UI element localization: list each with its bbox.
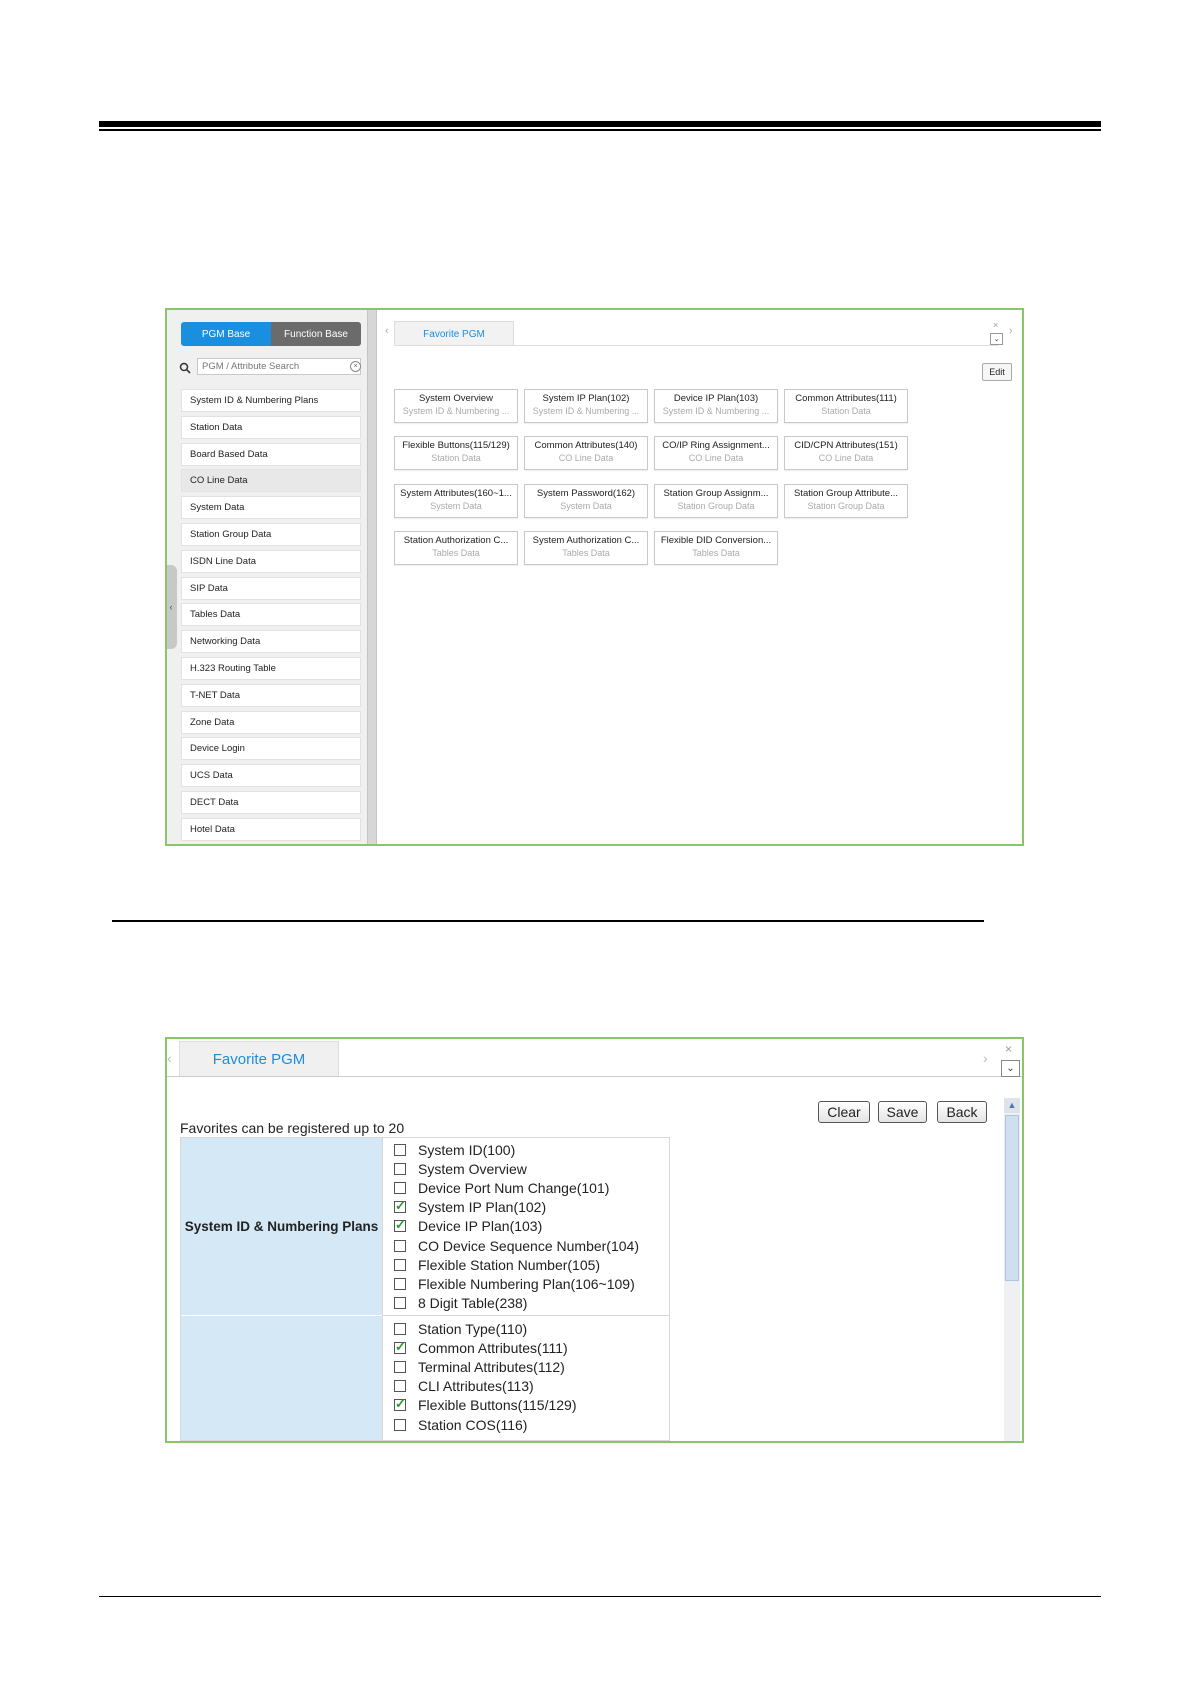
favorite-card[interactable] xyxy=(784,484,908,518)
pgm-checkbox-item[interactable] xyxy=(394,1217,639,1236)
save-button[interactable]: Save xyxy=(878,1101,927,1123)
card-category: Tables Data xyxy=(692,548,740,558)
card-title: System IP Plan(102) xyxy=(542,393,630,404)
card-title: Station Group Attribute... xyxy=(793,488,899,499)
tab-scroll-left-icon[interactable]: ‹ xyxy=(167,1050,172,1066)
card-category: System ID & Numbering ... xyxy=(662,406,770,416)
card-category: Station Data xyxy=(821,406,871,416)
column-divider xyxy=(382,1138,383,1441)
menu-item[interactable]: Hotel Data xyxy=(181,818,361,841)
scroll-up-icon[interactable]: ▲ xyxy=(1004,1098,1020,1113)
favorite-card[interactable] xyxy=(654,531,778,565)
card-category: Station Group Data xyxy=(807,501,885,511)
pgm-checklist xyxy=(394,1319,577,1434)
card-title: System Attributes(160~1... xyxy=(400,488,512,499)
close-icon[interactable]: × xyxy=(1005,1042,1013,1056)
checkbox-label: CO Device Sequence Number(104) xyxy=(418,1237,639,1254)
card-title: CO/IP Ring Assignment... xyxy=(662,440,770,451)
card-title: Common Attributes(140) xyxy=(534,440,638,451)
tab-scroll-right-icon[interactable]: › xyxy=(983,1050,988,1066)
menu-item[interactable]: Board Based Data xyxy=(181,443,361,466)
checkbox-label: Flexible Station Number(105) xyxy=(418,1256,601,1273)
pgm-checkbox-item[interactable] xyxy=(394,1415,577,1434)
checkbox-label: CLI Attributes(113) xyxy=(418,1378,534,1395)
collapse-panel-icon[interactable]: ‹ xyxy=(165,565,177,649)
tab-underline xyxy=(167,1076,1022,1077)
function-base-button[interactable]: Function Base xyxy=(271,322,361,346)
edit-button[interactable]: Edit xyxy=(982,363,1012,381)
pgm-checkbox-item[interactable] xyxy=(394,1294,639,1313)
pgm-checkbox-item[interactable] xyxy=(394,1377,577,1396)
card-title: Station Group Assignm... xyxy=(663,488,769,499)
menu-item[interactable]: UCS Data xyxy=(181,764,361,787)
card-category: Station Data xyxy=(431,453,481,463)
pgm-checkbox-item[interactable] xyxy=(394,1396,577,1415)
checkbox-icon[interactable] xyxy=(394,1144,406,1156)
pgm-search-input[interactable] xyxy=(197,358,361,375)
chevron-down-icon[interactable]: ⌄ xyxy=(1001,1060,1020,1077)
checkbox-icon[interactable] xyxy=(394,1380,406,1392)
panel-splitter[interactable] xyxy=(367,310,377,844)
menu-item[interactable]: Zone Data xyxy=(181,711,361,734)
menu-item[interactable]: Station Group Data xyxy=(181,523,361,546)
tab-scroll-left-icon[interactable]: ‹ xyxy=(385,325,389,337)
group-label: System ID & Numbering Plans xyxy=(181,1138,382,1315)
favorite-card[interactable] xyxy=(784,436,908,470)
favorite-pgm-edit-screenshot xyxy=(165,1037,1024,1443)
card-title: Flexible DID Conversion... xyxy=(660,535,772,546)
checkbox-icon[interactable] xyxy=(394,1240,406,1252)
checkbox-label: System IP Plan(102) xyxy=(418,1199,547,1216)
chevron-down-icon[interactable]: ⌄ xyxy=(990,333,1003,345)
checkbox-checked-icon[interactable] xyxy=(394,1220,406,1232)
card-title: CID/CPN Attributes(151) xyxy=(794,440,898,451)
footer-rule xyxy=(99,1596,1101,1597)
menu-item[interactable]: System Data xyxy=(181,496,361,519)
menu-item[interactable]: Tables Data xyxy=(181,603,361,626)
navigation-panel xyxy=(167,310,367,844)
card-category: Tables Data xyxy=(562,548,610,558)
favorite-card[interactable] xyxy=(524,389,648,423)
menu-item[interactable]: Station Data xyxy=(181,416,361,439)
pgm-base-button[interactable]: PGM Base xyxy=(181,322,271,346)
checkbox-checked-icon[interactable] xyxy=(394,1342,406,1354)
card-title: Common Attributes(111) xyxy=(795,393,897,404)
menu-item[interactable]: System ID & Numbering Plans xyxy=(181,389,361,412)
favorite-card[interactable] xyxy=(524,531,648,565)
favorite-card[interactable] xyxy=(524,436,648,470)
card-category: System ID & Numbering ... xyxy=(402,406,510,416)
checkbox-icon[interactable] xyxy=(394,1182,406,1194)
tab-underline xyxy=(394,345,998,346)
card-title: Flexible Buttons(115/129) xyxy=(402,440,510,451)
card-category: System Data xyxy=(430,501,482,511)
menu-item[interactable]: Device Login xyxy=(181,737,361,760)
favorite-card[interactable] xyxy=(394,436,518,470)
menu-item[interactable]: Networking Data xyxy=(181,630,361,653)
checkbox-label: Common Attributes(111) xyxy=(418,1339,568,1356)
card-title: System Password(162) xyxy=(536,488,636,499)
checkbox-label: Flexible Numbering Plan(106~109) xyxy=(418,1275,635,1292)
favorite-card[interactable] xyxy=(524,484,648,518)
checkbox-icon[interactable] xyxy=(394,1361,406,1373)
card-title: Station Authorization C... xyxy=(403,535,509,546)
favorite-pgm-screenshot xyxy=(165,308,1024,846)
card-title: Device IP Plan(103) xyxy=(673,393,759,404)
card-category: CO Line Data xyxy=(818,453,874,463)
card-category: System ID & Numbering ... xyxy=(532,406,640,416)
menu-item[interactable]: H.323 Routing Table xyxy=(181,657,361,680)
menu-item[interactable]: T-NET Data xyxy=(181,684,361,707)
pgm-checkbox-item[interactable] xyxy=(394,1140,639,1159)
pgm-checkbox-item[interactable] xyxy=(394,1357,577,1376)
card-title: System Overview xyxy=(419,393,493,404)
pgm-checkbox-item[interactable] xyxy=(394,1319,577,1338)
checkbox-label: Flexible Buttons(115/129) xyxy=(418,1397,577,1414)
checkbox-icon[interactable] xyxy=(394,1323,406,1335)
favorite-card[interactable] xyxy=(654,389,778,423)
pgm-checklist xyxy=(394,1140,639,1313)
card-category: Station Group Data xyxy=(677,501,755,511)
menu-item[interactable]: SIP Data xyxy=(181,577,361,600)
checkbox-icon[interactable] xyxy=(394,1278,406,1290)
checkbox-checked-icon[interactable] xyxy=(394,1399,406,1411)
clear-search-icon[interactable]: × xyxy=(350,361,361,372)
checkbox-label: Device Port Num Change(101) xyxy=(418,1179,610,1196)
checkbox-icon[interactable] xyxy=(394,1259,406,1271)
pgm-checkbox-item[interactable] xyxy=(394,1159,639,1178)
favorite-card[interactable] xyxy=(654,484,778,518)
pgm-checkbox-item[interactable] xyxy=(394,1236,639,1255)
card-title: System Authorization C... xyxy=(532,535,640,546)
scrollbar-thumb[interactable] xyxy=(1005,1115,1019,1281)
pgm-checkbox-item[interactable] xyxy=(394,1178,639,1197)
row-divider xyxy=(383,1315,670,1316)
pgm-checkbox-item[interactable] xyxy=(394,1274,639,1293)
menu-item[interactable]: DECT Data xyxy=(181,791,361,814)
menu-item[interactable]: CO Line Data xyxy=(181,469,361,492)
checkbox-label: Terminal Attributes(112) xyxy=(418,1358,565,1375)
checkbox-checked-icon[interactable] xyxy=(394,1201,406,1213)
base-toggle xyxy=(181,322,361,346)
checkbox-label: System ID(100) xyxy=(418,1141,516,1158)
favorite-card[interactable] xyxy=(394,531,518,565)
search-icon xyxy=(179,362,193,376)
header-rule-thin xyxy=(99,129,1101,131)
checkbox-icon[interactable] xyxy=(394,1163,406,1175)
pgm-selection-table xyxy=(180,1137,670,1441)
checkbox-label: System Overview xyxy=(418,1160,527,1177)
pgm-checkbox-item[interactable] xyxy=(394,1198,639,1217)
group-label xyxy=(181,1316,382,1441)
back-button[interactable]: Back xyxy=(937,1101,987,1123)
card-category: Tables Data xyxy=(432,548,480,558)
pgm-checkbox-item[interactable] xyxy=(394,1338,577,1357)
favorite-card[interactable] xyxy=(784,389,908,423)
favorite-card[interactable] xyxy=(654,436,778,470)
favorite-card[interactable] xyxy=(394,389,518,423)
favorites-limit-note: Favorites can be registered up to 20 xyxy=(180,1120,405,1136)
menu-item[interactable]: ISDN Line Data xyxy=(181,550,361,573)
close-icon[interactable]: × xyxy=(993,320,999,330)
checkbox-icon[interactable] xyxy=(394,1297,406,1309)
card-category: System Data xyxy=(560,501,612,511)
checkbox-label: Device IP Plan(103) xyxy=(418,1218,543,1235)
checkbox-label: 8 Digit Table(238) xyxy=(418,1295,528,1312)
tab-favorite-pgm[interactable]: Favorite PGM xyxy=(179,1041,339,1077)
checkbox-label: Station COS(116) xyxy=(418,1416,528,1433)
favorite-card[interactable] xyxy=(394,484,518,518)
tab-scroll-right-icon[interactable]: › xyxy=(1009,325,1013,337)
tab-favorite-pgm[interactable]: Favorite PGM xyxy=(394,321,514,346)
clear-button[interactable]: Clear xyxy=(818,1101,870,1123)
card-category: CO Line Data xyxy=(688,453,744,463)
header-rule-thick xyxy=(99,121,1101,127)
section-rule xyxy=(112,920,984,922)
pgm-checkbox-item[interactable] xyxy=(394,1255,639,1274)
card-category: CO Line Data xyxy=(558,453,614,463)
checkbox-label: Station Type(110) xyxy=(418,1320,528,1337)
content-panel xyxy=(377,310,1022,844)
checkbox-icon[interactable] xyxy=(394,1419,406,1431)
pgm-menu xyxy=(181,389,361,845)
